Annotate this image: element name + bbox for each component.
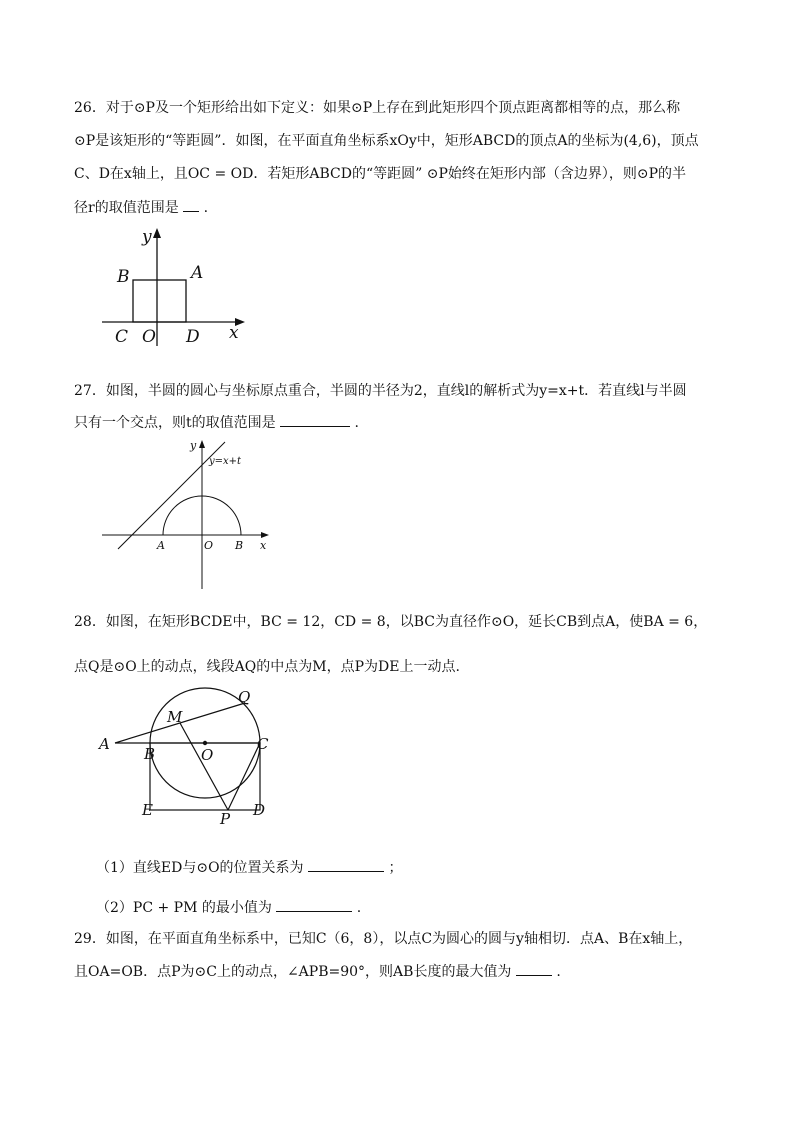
q26-label-O: O	[142, 327, 156, 347]
q26-line-2: ⊙P是该矩形的“等距圆”．如图，在平面直角坐标系xOy中，矩形ABCD的顶点A的坐标为(4,6)，顶点	[74, 133, 699, 149]
q28-label-P: P	[220, 810, 231, 828]
q29-line-1: 29．如图，在平面直角坐标系中，已知C（6，8），以点C为圆心的圆与y轴相切．点A、B在x轴上，	[74, 931, 693, 947]
q26-label-y: y	[142, 227, 152, 247]
q26-label-B: B	[117, 267, 130, 287]
q28-line-2: 点Q是⊙O上的动点，线段AQ的中点为M，点P为DE上一动点.	[74, 659, 460, 675]
q28-label-M: M	[167, 708, 183, 726]
q28-label-Q: Q	[238, 688, 251, 706]
q28-segment-PC	[228, 743, 260, 810]
q26-label-x: x	[229, 323, 239, 343]
q27-line-2-end: .	[354, 415, 359, 431]
q28-label-D: D	[253, 801, 266, 819]
q28-label-B: B	[144, 745, 156, 763]
q27-y-arrow	[199, 440, 205, 448]
q26-line-4-end: .	[203, 200, 209, 216]
q28-center-dot	[203, 741, 207, 745]
q27-label-x: x	[260, 539, 267, 552]
q27-x-arrow	[261, 532, 269, 538]
q28-segment-MP	[180, 723, 228, 810]
q28-label-O: O	[201, 746, 214, 764]
q27-label-line: y=x+t	[209, 456, 242, 467]
q28-label-C: C	[257, 735, 269, 753]
q27-line-2-text: 只有一个交点，则t的取值范围是	[74, 415, 276, 431]
q28-label-A: A	[99, 735, 110, 753]
q26-line-3: C、D在x轴上，且OC = OD．若矩形ABCD的“等距圆” ⊙P始终在矩形内部（含边界），则⊙P的半	[74, 166, 687, 182]
q29-line-2-text: 且OA=OB．点P为⊙C上的动点，∠APB=90°，则AB长度的最大值为	[74, 964, 512, 980]
q27-label-B: B	[235, 539, 244, 552]
q28-line-1: 28．如图，在矩形BCDE中，BC = 12，CD = 8，以BC为直径作⊙O，延长CB到点A，使BA = 6，	[74, 614, 708, 630]
q28-sub-2	[96, 897, 756, 918]
q29-answer-blank[interactable]	[516, 961, 552, 976]
q26-line-1: 26．对于⊙P及一个矩形给出如下定义：如果⊙P上存在到此矩形四个顶点距离都相等的点，那么称	[74, 100, 681, 116]
q28-sub-1-text: （1）直线ED与⊙O的位置关系为	[96, 860, 304, 876]
q28-sub-2-text: （2）PC + PM 的最小值为	[96, 900, 272, 916]
q28-sub-1-end: ；	[388, 860, 403, 876]
q26-label-A: A	[191, 263, 204, 283]
q28-sub-1-blank[interactable]	[308, 857, 384, 872]
q27-label-A: A	[157, 539, 165, 552]
q27-line-1: 27．如图，半圆的圆心与坐标原点重合，半圆的半径为2，直线l的解析式为y=x+t．若直线l与半圆	[74, 383, 687, 399]
q27-line-2	[74, 412, 734, 433]
q27-label-O: O	[204, 539, 214, 552]
q27-label-y: y	[190, 439, 197, 452]
q26-label-D: D	[186, 327, 200, 347]
q28-sub-2-blank[interactable]	[276, 897, 352, 912]
q28-label-E: E	[142, 801, 153, 819]
q28-sub-1	[96, 857, 756, 878]
q27-answer-blank[interactable]	[280, 412, 350, 427]
q28-sub-2-end: .	[356, 900, 362, 916]
q28-figure	[95, 686, 285, 826]
q26-answer-blank[interactable]	[183, 197, 199, 212]
q29-line-2	[74, 961, 734, 982]
q26-figure	[100, 226, 260, 356]
q27-figure	[100, 437, 280, 592]
q26-line-4-text: 径r的取值范围是	[74, 200, 179, 216]
q26-label-C: C	[115, 327, 129, 347]
q29-line-2-end: .	[556, 964, 561, 980]
q26-y-arrow	[153, 228, 161, 238]
q26-rectangle	[133, 280, 186, 322]
q26-line-4	[74, 197, 734, 218]
